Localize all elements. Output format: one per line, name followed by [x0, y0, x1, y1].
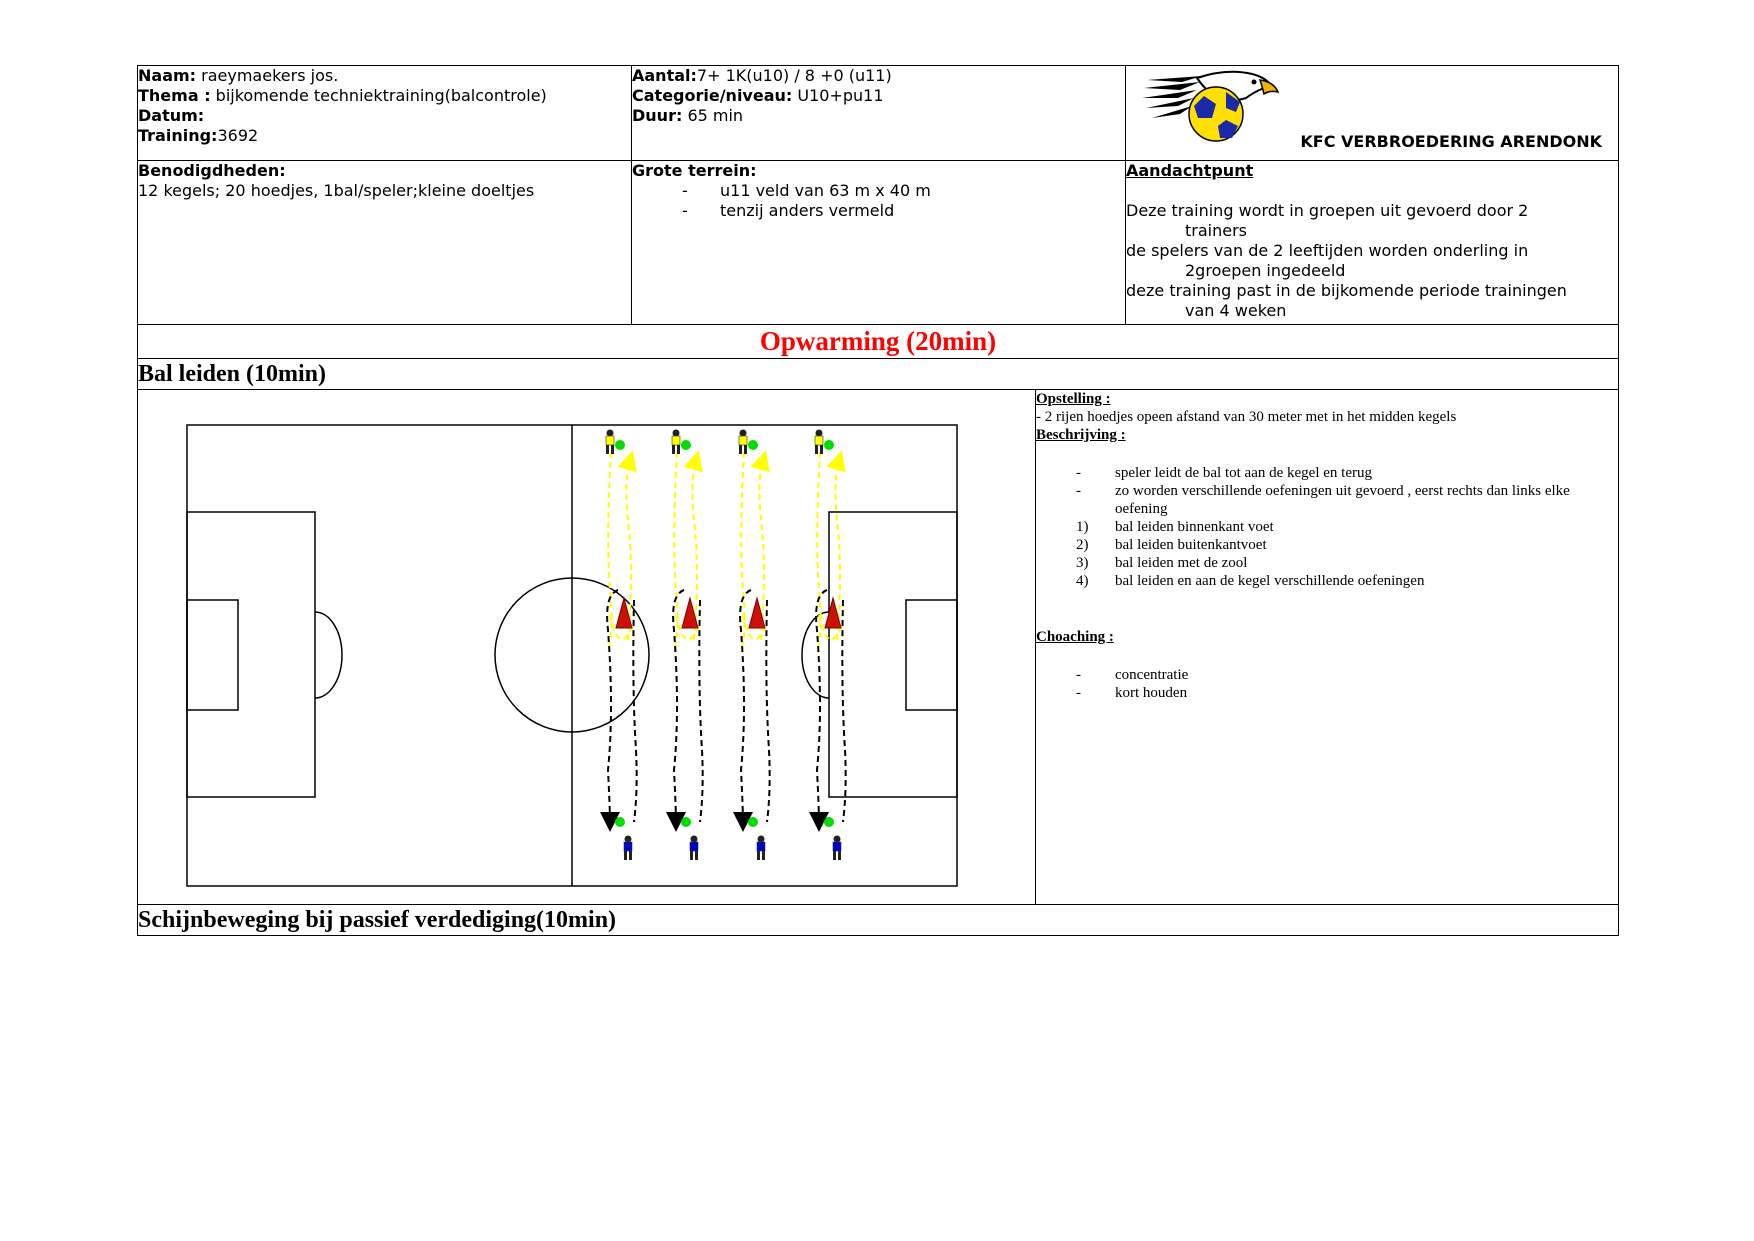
dribble-path-out	[741, 452, 745, 652]
blue-player-icon	[624, 836, 632, 861]
attention-line-cont: van 4 weken	[1185, 301, 1287, 320]
step-item: 2) bal leiden buitenkantvoet	[1076, 537, 1267, 553]
yellow-player-icon	[606, 430, 614, 455]
dribble-path-out	[608, 452, 612, 652]
ball-icon	[681, 817, 691, 827]
dribble-path-out	[674, 452, 678, 652]
drill1-description-cell	[1036, 390, 1619, 905]
club-name: KFC VERBROEDERING ARENDONK	[1300, 132, 1602, 151]
yellow-player-icon	[672, 430, 680, 455]
ball-icon	[748, 817, 758, 827]
drill2-heading: Schijnbeweging bij passief verdediging(10min)	[138, 905, 1619, 936]
cone-icon	[825, 598, 841, 628]
training-value: 3692	[217, 126, 259, 145]
name-label: Naam:	[138, 66, 197, 85]
group-info-cell	[632, 66, 1126, 161]
cone-icon	[749, 598, 765, 628]
coaching-item: - concentratie	[1076, 667, 1189, 683]
session-info-cell	[138, 66, 632, 161]
yellow-player-icon	[739, 430, 747, 455]
ball-icon	[615, 817, 625, 827]
ball-icon	[748, 440, 758, 450]
drill1-heading: Bal leiden (10min)	[138, 359, 1619, 390]
dribble-path-out	[817, 452, 821, 652]
drill1-table	[137, 389, 1619, 936]
club-cell	[1126, 66, 1619, 161]
name-value: raeymaekers jos.	[196, 66, 339, 85]
field-item: - tenzij anders vermeld	[682, 201, 1125, 221]
description-bullet: - speler leidt de bal tot aan de kegel en terug	[1076, 465, 1372, 481]
step-item: 4) bal leiden en aan de kegel verschillende oefeningen	[1076, 573, 1425, 589]
category-label: Categorie/niveau:	[632, 86, 793, 105]
step-item: 3) bal leiden met de zool	[1076, 555, 1248, 571]
ball-icon	[681, 440, 691, 450]
training-sheet	[137, 65, 1618, 936]
warmup-heading: Opwarming (20min)	[138, 325, 1619, 359]
setup-title: Opstelling :	[1036, 391, 1111, 407]
step-item: 1) bal leiden binnenkant voet	[1076, 519, 1274, 535]
field-list	[632, 181, 1125, 221]
attention-line: deze training past in de bijkomende periode trainingen	[1126, 281, 1567, 300]
return-path	[633, 600, 636, 822]
attention-line: de spelers van de 2 leeftijden worden onderling in	[1126, 241, 1529, 260]
return-path	[699, 600, 702, 822]
field-cell	[632, 161, 1126, 325]
count-label: Aantal:	[632, 66, 697, 85]
requirements-label: Benodigdheden:	[138, 161, 286, 180]
blue-player-icon	[690, 836, 698, 861]
training-label: Training:	[138, 126, 218, 145]
duration-label: Duur:	[632, 106, 683, 125]
diagram-cell	[138, 390, 1036, 905]
return-path	[842, 600, 845, 822]
blue-player-icon	[757, 836, 765, 861]
blue-player-icon	[833, 836, 841, 861]
return-path	[766, 600, 769, 822]
requirements-cell	[138, 161, 632, 325]
attention-line-cont: trainers	[1185, 221, 1247, 240]
attention-line: Deze training wordt in groepen uit gevoerd door 2	[1126, 201, 1529, 220]
description-title: Beschrijving :	[1036, 427, 1126, 443]
cone-icon	[682, 598, 698, 628]
setup-text: - 2 rijen hoedjes opeen afstand van 30 meter met in het midden kegels	[1036, 409, 1457, 425]
pitch-diagram	[138, 390, 1035, 904]
attention-cell	[1126, 161, 1619, 325]
category-value: U10+pu11	[792, 86, 884, 105]
coaching-title: Choaching :	[1036, 629, 1114, 645]
ball-icon	[615, 440, 625, 450]
yellow-player-icon	[815, 430, 823, 455]
cone-icon	[616, 598, 632, 628]
club-logo-icon	[1142, 68, 1292, 146]
coaching-item: - kort houden	[1076, 685, 1188, 701]
attention-line-cont: 2groepen ingedeeld	[1185, 261, 1346, 280]
ball-icon	[824, 817, 834, 827]
ball-icon	[824, 440, 834, 450]
field-item: - u11 veld van 63 m x 40 m	[682, 181, 1125, 201]
duration-value: 65 min	[682, 106, 744, 125]
date-label: Datum:	[138, 106, 205, 125]
theme-label: Thema :	[138, 86, 211, 105]
theme-value: bijkomende techniektraining(balcontrole)	[210, 86, 547, 105]
attention-title: Aandachtpunt	[1126, 161, 1254, 180]
count-value: 7+ 1K(u10) / 8 +0 (u11)	[696, 66, 892, 85]
training-table	[137, 65, 1619, 390]
field-label: Grote terrein:	[632, 161, 757, 180]
requirements-value: 12 kegels; 20 hoedjes, 1bal/speler;kleine doeltjes	[138, 181, 535, 200]
description-bullet: - zo worden verschillende oefeningen uit gevoerd , eerst rechts dan links elke oefening	[1076, 483, 1570, 517]
